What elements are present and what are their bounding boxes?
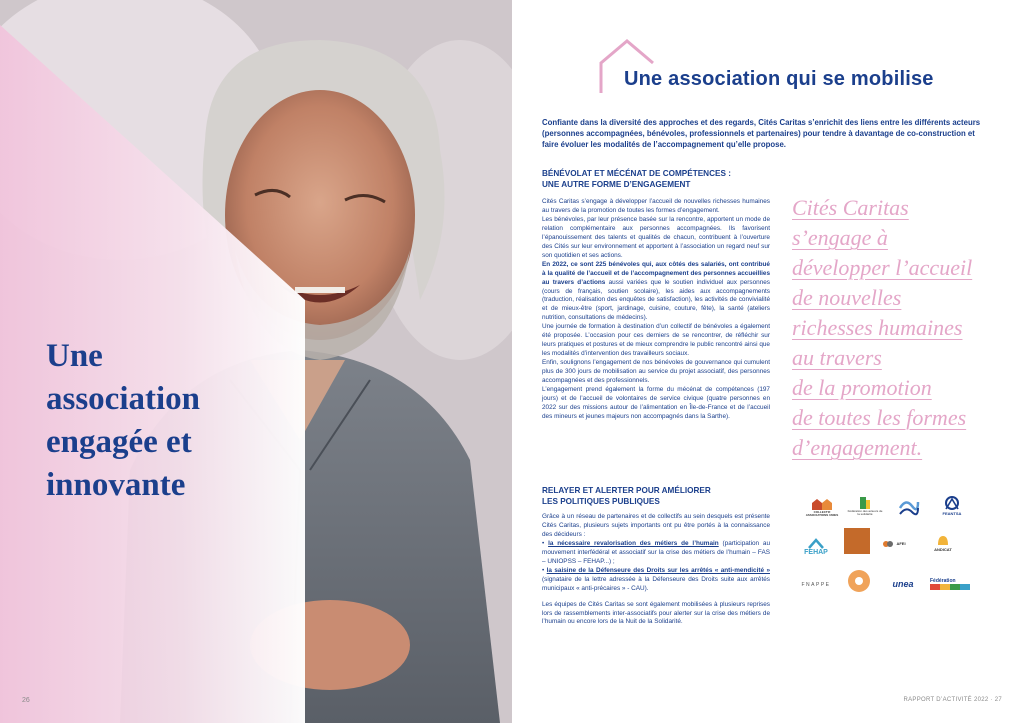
partner-logos — [794, 488, 994, 608]
andicat-logo: ANDICAT — [918, 528, 968, 558]
fnappe-logo: FNAPPE — [801, 582, 831, 588]
page-title: Une association qui se mobilise — [624, 68, 934, 90]
bullet-item: • la nécessaire revalorisation des métiers de l’humain (participation au mouvement interfédéral et associatif sur la crise des métiers de l’humain – FAS – UNIOPSS – FEHAP...) ; — [542, 539, 771, 565]
section-advocacy-title: RELAYER ET ALERTER POUR AMÉLIORER LES POLITIQUES PUBLIQUES — [542, 486, 711, 506]
cau-logo: COLLECTIF ASSOCIATIONS UNIES — [802, 492, 842, 522]
cau-houses-icon — [811, 497, 833, 511]
fehap-logo: FEHAP — [796, 532, 836, 562]
intro-paragraph: Confiante dans la diversité des approches et des regards, Cités Caritas s’enrichit des liens entre les différents acteurs (personnes accompagnées, bénévoles, professionnels et partenaires) pour tendre à davantage de co-construction et faire évoluer les modalités de l’accompagnement qu’elle propose. — [542, 118, 981, 149]
orange-square-logo — [844, 528, 870, 554]
right-page-footer: RAPPORT D’ACTIVITÉ 2022 · 27 — [903, 697, 1002, 703]
feantsa-symbol-icon — [942, 495, 962, 511]
afei-circles-icon — [882, 538, 894, 550]
orange-badge-logo — [846, 568, 872, 594]
section-volunteering-title: BÉNÉVOLAT ET MÉCÉNAT DE COMPÉTENCES : UNE AUTRE FORME D’ENGAGEMENT — [542, 169, 731, 189]
afei-logo: AFEI — [878, 534, 910, 554]
left-page-number: 26 — [22, 697, 30, 704]
federation-color-bar-icon — [930, 584, 970, 590]
section-volunteering-body: Cités Caritas s’engage à développer l’accueil de nouvelles richesses humaines au travers de la promotion de toutes les formes d’engagement. Les bénévoles, par leur présence basée sur la rencontre, apportent un mode de relation complémentaire aux personnes accompagnées. Ils favorisent l’épanouissement des talents et qualités de chacun, contribuent à l’ouverture des Cités sur leur environnement et apportent à l’association un regard neuf sur son quotidien et ses actions. En 2022, ce sont 225 bénévoles qui, aux côtés des salariés, ont contribué à la qualité de l’accueil et de l’accompagnement des personnes accueillies au travers d’actions aussi variées que le soutien individuel aux personnes (cours de français, soutien scolaire), les aides aux accompagnements (traduction, réalisation des enquêtes de satisfaction), les activités de convivialité et de mieux-être (sport, jardinage, cuisine, couture, fête), la santé (ateliers nutrition, consultations de médecins). Une journée de formation à destination d’un collectif de bénévoles a également été proposée. L’occasion pour ces derniers de se rencontrer, de réfléchir sur leurs pratiques et postures et de mieux comprendre le public rencontré ainsi que les modalités d’intervention des travailleurs sociaux. Enfin, soulignons l’engagement de nos bénévoles de gouvernance qui cumulent plus de 300 jours de mobilisation au service du projet associatif, des personnes accompagnées et des professionnels. L’engagement prend également la forme du mécénat de compétences (197 jours) et de l’accueil de volontaires de service civique (quatre personnes en 2022 sur des missions autour de l’alimentation en Île-de-France et de l’accueil des mineurs et jeunes majeurs non accompagnés dans la Sarthe). — [542, 198, 770, 420]
federation-logo: Fédération — [930, 572, 976, 596]
uniopss-wave-icon — [898, 494, 920, 518]
fas-leaf-icon — [858, 496, 872, 510]
left-headline: Une association engagée et innovante — [46, 338, 201, 503]
right-page — [512, 0, 1024, 723]
orange-flower-icon — [846, 568, 872, 594]
unea-logo: unea — [892, 579, 914, 589]
uniopss-logo — [894, 490, 924, 522]
feantsa-logo: FEANTSA — [934, 490, 970, 522]
andicat-hand-icon — [935, 533, 951, 547]
bullet-item: • la saisine de la Défenseure des Droits sur les arrêtés « anti-mendicité » (signataire de la lettre adressée à la Défenseure des Droits suite aux arrêtés municipaux « anti-précaires » - CAU). — [542, 566, 770, 592]
section-advocacy-body: Grâce à un réseau de partenaires et de collectifs au sein desquels est présente Cités Caritas, plusieurs sujets importants ont pu être portés à la connaissance des décideurs : • la nécessaire revalorisation des métiers de l’humain (participation au mouvement interfédéral et associatif sur la crise des métiers de l’humain – FAS – UNIOPSS – FEHAP...) ; • la saisine de la Défenseure des Droits sur les arrêtés « anti-mendicité » (signataire de la lettre adressée à la Défenseure des Droits suite aux arrêtés municipaux « anti-précaires » - CAU). Les équipes de Cités Caritas se sont également mobilisées à plusieurs reprises lors de rassemblements inter-associatifs pour alerter sur la crise des métiers de l’humain ou encore lors de la Nuit de la Solidarité. — [542, 513, 771, 626]
fas-logo: Fédération des acteurs de la solidarité — [846, 490, 884, 522]
pull-quote: Cités Caritas s’engage à développer l’accueil de nouvelles richesses humaines au travers de la promotion de toutes les formes d’engagement. — [792, 195, 973, 460]
